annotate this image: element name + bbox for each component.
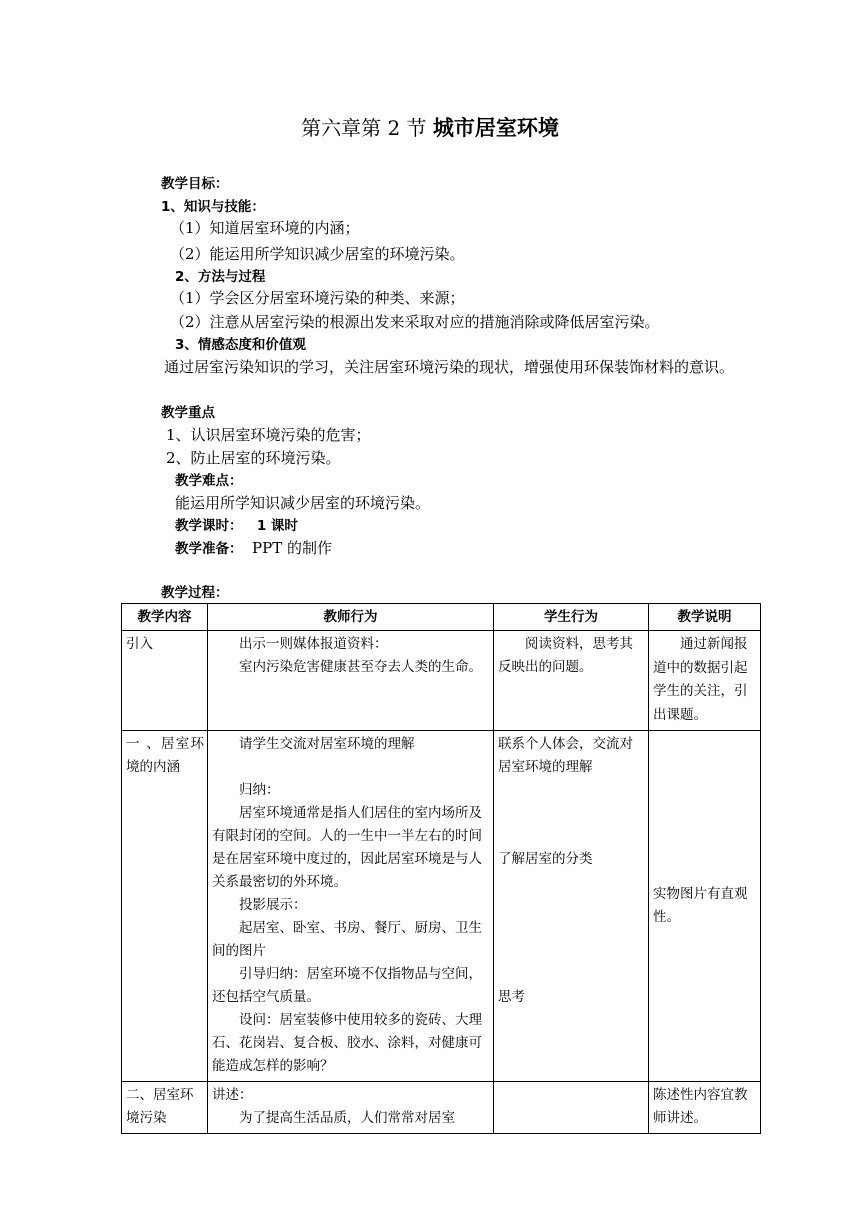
teacher-text: 出示一则媒体报道资料：: [239, 636, 388, 652]
key-point-item: 1、认识居室环境污染的危害；: [166, 426, 371, 444]
content-cell: [122, 731, 208, 1082]
content-cell: 二、居室环境污染: [122, 1082, 208, 1134]
k1-item: （1）知道居室环境的内涵；: [170, 219, 360, 237]
process-heading: 教学过程：: [161, 585, 229, 601]
teacher-text: 居室环境通常是指人们居住的室内场所及有限封闭的空间。人的一生中一半左右的时间是在居室环境中度过的，因此居室环境是与人关系最密切的外环境。: [212, 805, 482, 890]
k1-heading: 1、知识与技能：: [161, 199, 265, 215]
teacher-text: 室内污染危害健康甚至夺去人类的生命。: [239, 659, 482, 675]
k2-item: （2）注意从居室污染的根源出发来采取对应的措施消除或降低居室污染。: [170, 313, 660, 331]
preparation-line: [175, 537, 332, 560]
note-cell: 陈述性内容宜教师讲述。: [649, 1082, 761, 1134]
k2-item: （1）学会区分居室环境污染的种类、来源；: [170, 289, 465, 307]
student-text: 了解居室的分类: [498, 851, 593, 867]
hours-value: 1 课时: [256, 518, 298, 534]
student-cell: [494, 631, 649, 731]
column-header: 教学内容: [122, 604, 208, 631]
k3-text: 通过居室污染知识的学习，关注居室环境污染的现状，增强使用环保装饰材料的意识。: [164, 358, 735, 376]
teacher-cell: [208, 1082, 494, 1134]
content-cell: 引入: [122, 631, 208, 731]
table-row: [122, 731, 761, 1082]
teacher-text: 讲述：: [212, 1087, 253, 1103]
note-text: 实物图片有直观性。: [653, 886, 748, 925]
teacher-cell: [208, 731, 494, 1082]
student-text: 思考: [498, 989, 525, 1005]
key-points-heading: 教学重点: [161, 405, 215, 421]
objectives-heading: 教学目标：: [161, 176, 229, 192]
student-text: 阅读资料，思考其反映出的问题。: [498, 636, 633, 675]
note-cell: [649, 731, 761, 1082]
process-table: [121, 603, 761, 1134]
column-header: 教学说明: [649, 604, 761, 631]
teacher-cell: [208, 631, 494, 731]
preparation-value: PPT 的制作: [252, 539, 333, 557]
column-header: 学生行为: [494, 604, 649, 631]
teacher-text: 设问：居室装修中使用较多的瓷砖、大理石、花岗岩、复合板、胶水、涂料，对健康可能造成怎样的影响？: [212, 1012, 482, 1074]
student-text: 联系个人体会，交流对居室环境的理解: [498, 736, 633, 775]
teacher-text: 投影展示：: [239, 897, 307, 913]
teacher-text: 请学生交流对居室环境的理解: [239, 736, 415, 752]
preparation-label: 教学准备：: [175, 541, 243, 557]
difficulty-text: 能运用所学知识减少居室的环境污染。: [175, 494, 431, 512]
column-header: 教师行为: [208, 604, 494, 631]
key-point-item: 2、防止居室的环境污染。: [166, 449, 341, 467]
hours-label: 教学课时：: [175, 518, 243, 534]
teacher-text: 引导归纳：居室环境不仅指物品与空间，还包括空气质量。: [212, 966, 482, 1005]
k1-item: （2）能运用所学知识减少居室的环境污染。: [170, 245, 465, 263]
note-text: 通过新闻报道中的数据引起学生的关注，引出课题。: [653, 636, 748, 723]
difficulty-heading: 教学难点：: [175, 473, 243, 489]
hours-line: [175, 514, 298, 537]
title-prefix: 第六章第 2 节: [301, 116, 427, 140]
title-main: 城市居室环境: [432, 116, 559, 140]
table-row: [122, 1082, 761, 1134]
teacher-text: 为了提高生活品质，人们常常对居室: [239, 1110, 455, 1126]
k2-heading: 2、方法与过程: [175, 269, 266, 285]
note-cell: [649, 631, 761, 731]
content-text: 一 、居室环境的内涵: [126, 736, 204, 775]
table-header-row: [122, 604, 761, 631]
teacher-text: 归纳：: [239, 782, 280, 798]
page-title: [0, 112, 860, 142]
table-row: [122, 631, 761, 731]
teacher-text: 起居室、卧室、书房、餐厅、厨房、卫生间的图片: [212, 920, 482, 959]
student-cell: [494, 731, 649, 1082]
k3-heading: 3、情感态度和价值观: [175, 337, 306, 353]
student-cell: [494, 1082, 649, 1134]
